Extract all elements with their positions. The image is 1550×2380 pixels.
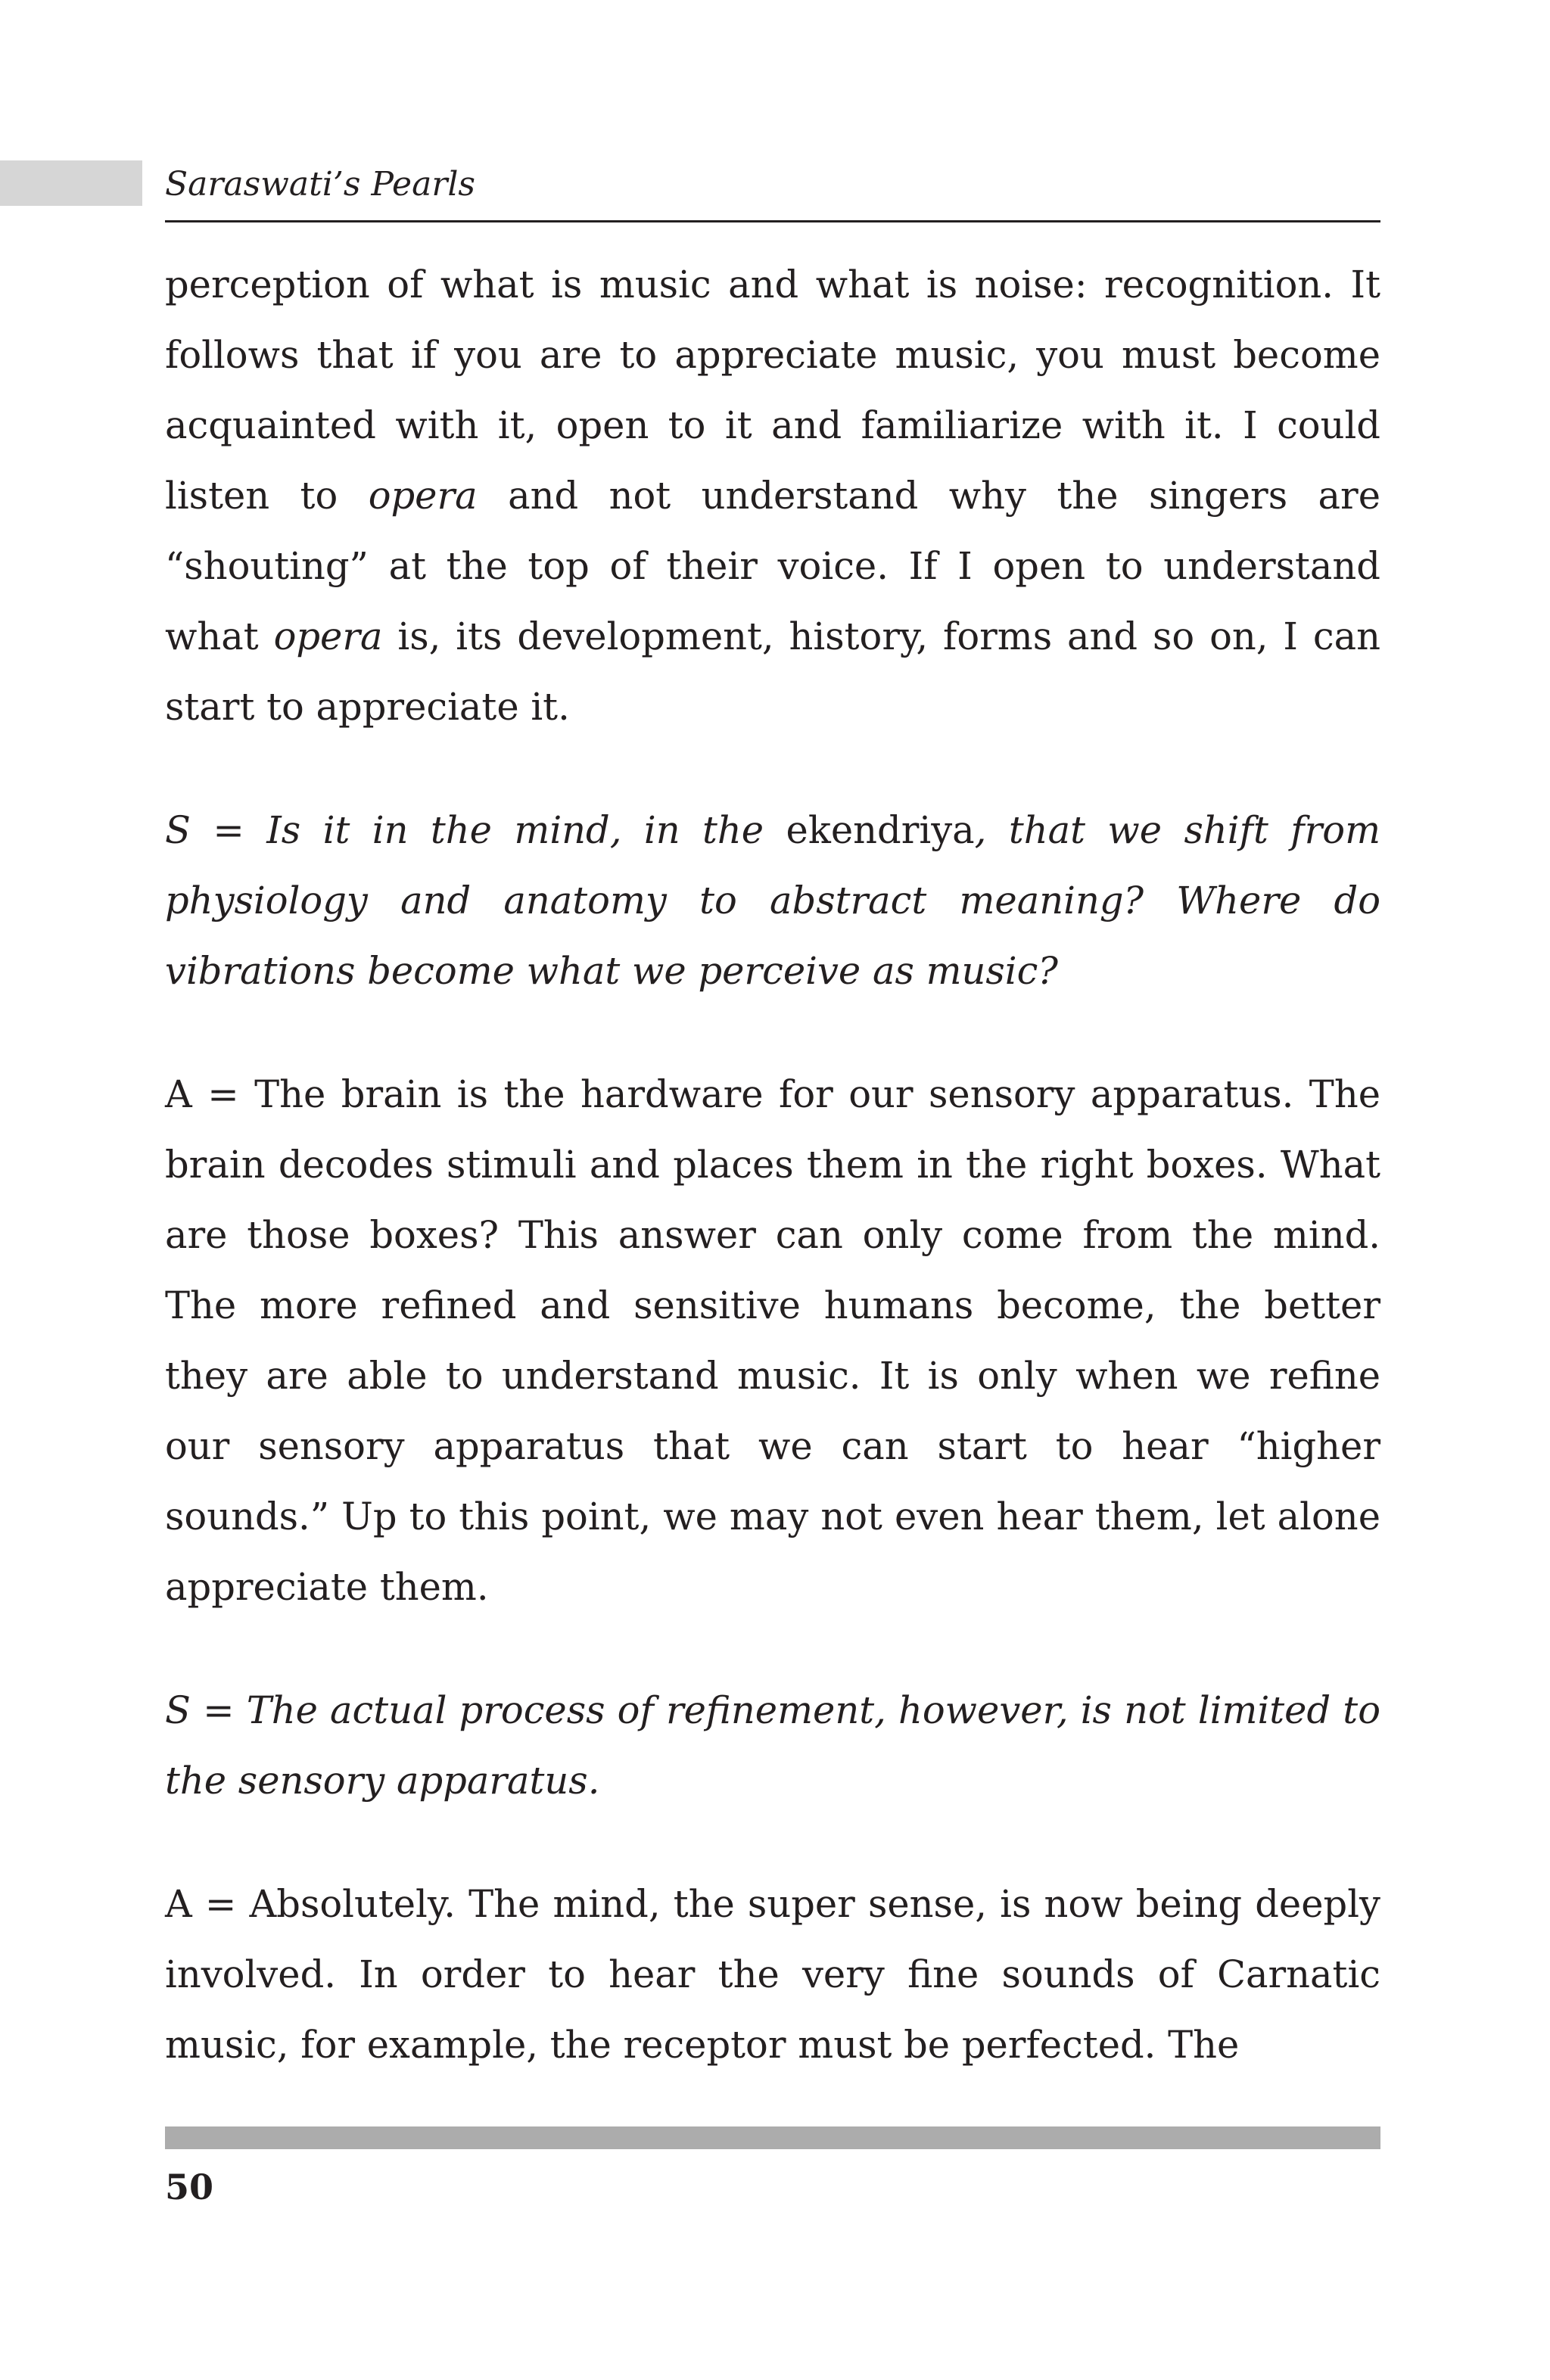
text-segment: S = The actual process of refinement, however, is not limited to the sensory apparatus. [165, 1688, 1380, 1803]
answer-paragraph [165, 1059, 1380, 1622]
answer-paragraph [165, 250, 1380, 742]
running-head: Saraswati’s Pearls [165, 165, 476, 204]
header-rule [165, 220, 1380, 222]
question-paragraph [165, 795, 1380, 1006]
header-tab [0, 160, 142, 206]
body-text [165, 250, 1380, 2080]
text-segment: opera [273, 614, 383, 658]
text-segment: is, its development, history, forms and so on, I can start to appreciate it. [165, 614, 1381, 729]
question-paragraph [165, 1675, 1380, 1816]
text-segment: and not understand why the singers are “shouting” at the top of their voice. If I open to understand what [165, 474, 1380, 658]
text-segment: A = The brain is the hardware for our sensory apparatus. The brain decodes stimuli and places them in the right boxes. What are those boxes? This answer can only come from the mind. The more refined and sensitive humans become, the better they are able to understand music. It is only when we refine our sensory apparatus that we can start to hear “higher sounds.” Up to this point, we may not even hear them, let alone appreciate them. [165, 1072, 1380, 1609]
text-segment: S = Is it in the mind, in the [165, 808, 786, 852]
text-segment: A = Absolutely. The mind, the super sense, is now being deeply involved. In order to hear the very fine sounds of Carnatic music, for example, the receptor must be perfected. The [165, 1882, 1380, 2067]
text-segment: perception of what is music and what is noise: recognition. It follows that if you are to appreciate music, you must become acquainted with it, open to it and familiarize with it. I could listen to [165, 263, 1380, 518]
footer-rule [165, 2126, 1380, 2149]
answer-paragraph [165, 1869, 1380, 2080]
text-segment: ekendriya [786, 808, 975, 852]
text-segment: , that we shift from physiology and anatomy to abstract meaning? Where do vibrations become what we perceive as music? [165, 808, 1381, 993]
text-segment: opera [368, 474, 478, 518]
page-number: 50 [165, 2167, 214, 2207]
